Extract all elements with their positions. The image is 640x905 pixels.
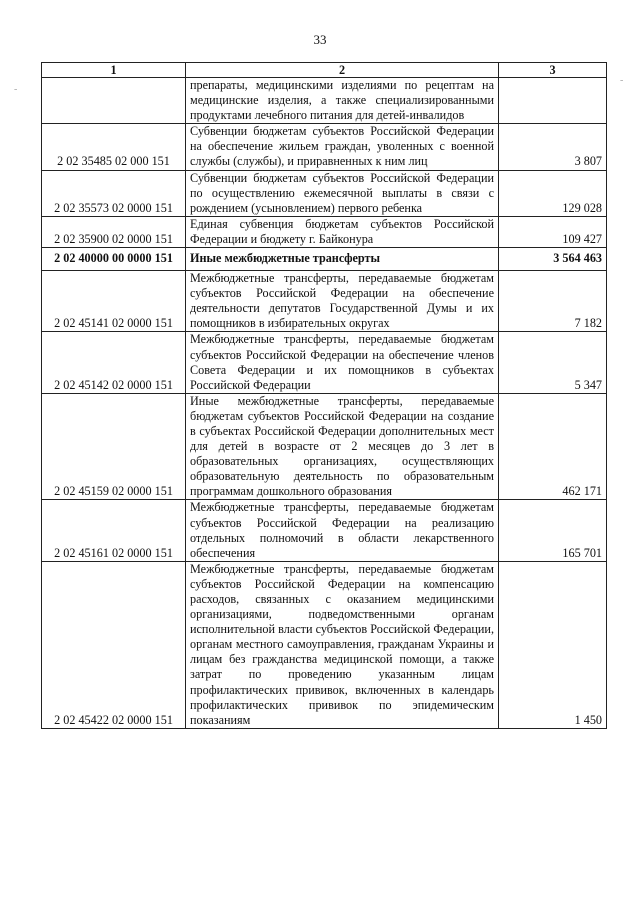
- table-row: [42, 561, 607, 728]
- column-header: 3: [499, 63, 607, 78]
- amount-cell: 129 028: [499, 170, 607, 216]
- budget-code-cell: 2 02 45159 02 0000 151: [42, 393, 186, 500]
- amount-cell: [499, 78, 607, 124]
- table-header-row: [42, 63, 607, 78]
- description-cell: Иные межбюджетные трансферты, передаваемые бюджетам субъектов Российской Федерации на создание в субъектах Российской Федерации дополнительных мест для детей в возрасте от 2 месяцев до 3 лет в образовательных организациях, осуществляющих образовательную деятельность по образовательным программам дошкольного образования: [186, 393, 499, 500]
- description-cell: Межбюджетные трансферты, передаваемые бюджетам субъектов Российской Федерации на обеспечение членов Совета Федерации и их помощников в субъектах Российской Федерации: [186, 332, 499, 393]
- table-row: [42, 332, 607, 393]
- description-cell: Субвенции бюджетам субъектов Российской Федерации по осуществлению ежемесячной выплаты в связи с рождением (усыновлением) первого ребенка: [186, 170, 499, 216]
- budget-code-cell: 2 02 45141 02 0000 151: [42, 271, 186, 332]
- budget-code-cell: 2 02 45422 02 0000 151: [42, 561, 186, 728]
- budget-code-cell: 2 02 35485 02 000 151: [42, 124, 186, 170]
- budget-code-cell: 2 02 45142 02 0000 151: [42, 332, 186, 393]
- description-cell: Иные межбюджетные трансферты: [186, 248, 499, 271]
- table-row: [42, 124, 607, 170]
- amount-cell: 109 427: [499, 216, 607, 247]
- amount-cell: 7 182: [499, 271, 607, 332]
- description-cell: Субвенции бюджетам субъектов Российской Федерации на обеспечение жильем граждан, уволенных с военной службы (службы), и приравненных к ним лиц: [186, 124, 499, 170]
- page-number: 33: [313, 32, 327, 47]
- table-row: [42, 78, 607, 124]
- column-header: 1: [42, 63, 186, 78]
- amount-cell: 462 171: [499, 393, 607, 500]
- table-row: [42, 170, 607, 216]
- budget-code-cell: 2 02 45161 02 0000 151: [42, 500, 186, 561]
- description-cell: Межбюджетные трансферты, передаваемые бюджетам субъектов Российской Федерации на реализацию отдельных полномочий в области лекарственного обеспечения: [186, 500, 499, 561]
- margin-mark: -: [14, 84, 18, 95]
- table-row: [42, 500, 607, 561]
- table-row: [42, 393, 607, 500]
- description-cell: препараты, медицинскими изделиями по рецептам на медицинские изделия, а также специализированными продуктами лечебного питания для детей-инвалидов: [186, 78, 499, 124]
- table-row: [42, 271, 607, 332]
- amount-cell: 1 450: [499, 561, 607, 728]
- amount-cell: 5 347: [499, 332, 607, 393]
- budget-table: [41, 62, 607, 729]
- budget-code-cell: 2 02 35900 02 0000 151: [42, 216, 186, 247]
- budget-code-cell: [42, 78, 186, 124]
- column-header: 2: [186, 63, 499, 78]
- table-row: [42, 216, 607, 247]
- description-cell: Единая субвенция бюджетам субъектов Российской Федерации и бюджету г. Байконура: [186, 216, 499, 247]
- table-row: [42, 248, 607, 271]
- budget-code-cell: 2 02 40000 00 0000 151: [42, 248, 186, 271]
- description-cell: Межбюджетные трансферты, передаваемые бюджетам субъектов Российской Федерации на обеспечение деятельности депутатов Государственной Думы и их помощников в избирательных округах: [186, 271, 499, 332]
- amount-cell: 3 807: [499, 124, 607, 170]
- amount-cell: 165 701: [499, 500, 607, 561]
- margin-mark: -: [620, 75, 624, 86]
- amount-cell: 3 564 463: [499, 248, 607, 271]
- description-cell: Межбюджетные трансферты, передаваемые бюджетам субъектов Российской Федерации на компенсацию расходов, связанных с оказанием медицинскими организациями, подведомственными органам исполнительной власти субъектов Российской Федерации, органам местного самоуправления, гражданам Украины и лицам без гражданства медицинской помощи, а также затрат по проведению указанным лицам профилактических прививок, включенных в календарь профилактических прививок по эпидемическим показаниям: [186, 561, 499, 728]
- budget-code-cell: 2 02 35573 02 0000 151: [42, 170, 186, 216]
